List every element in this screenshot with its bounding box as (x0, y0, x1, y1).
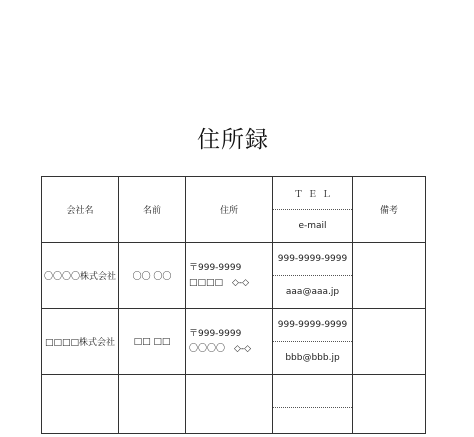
company-cell: 〇〇〇〇株式会社 (42, 243, 119, 309)
name-cell-empty (119, 375, 186, 434)
postal-code: 〒999-9999 (189, 262, 242, 273)
company-cell: □□□□株式会社 (42, 309, 119, 375)
table-header-row (42, 177, 426, 210)
notes-cell (353, 243, 426, 309)
header-tel (273, 177, 353, 210)
tel-cell: 999-9999-9999 (273, 309, 353, 342)
email-cell: bbb@bbb.jp (273, 342, 353, 375)
email-cell: aaa@aaa.jp (273, 276, 353, 309)
email-cell-empty (273, 408, 353, 434)
address-cell (186, 309, 273, 375)
table-row-empty (42, 375, 426, 408)
header-name: 名前 (119, 177, 186, 243)
address-cell (186, 243, 273, 309)
header-tel-label: ＴＥＬ (293, 189, 336, 200)
address-book-table (41, 176, 426, 434)
postal-code: 〒999-9999 (189, 328, 242, 339)
address-line: □□□□ ◇-◇ (189, 277, 250, 288)
page-title: 住所録 (197, 127, 269, 153)
header-email: e-mail (273, 210, 353, 243)
notes-cell-empty (353, 375, 426, 434)
name-cell: □□ □□ (119, 309, 186, 375)
address-line: 〇〇〇〇 ◇-◇ (189, 343, 252, 354)
address-cell-empty (186, 375, 273, 434)
name-cell: 〇〇 〇〇 (119, 243, 186, 309)
table-row (42, 309, 426, 342)
company-cell-empty (42, 375, 119, 434)
header-address: 住所 (186, 177, 273, 243)
tel-cell-empty (273, 375, 353, 408)
notes-cell (353, 309, 426, 375)
table-row (42, 243, 426, 276)
header-company: 会社名 (42, 177, 119, 243)
tel-cell: 999-9999-9999 (273, 243, 353, 276)
header-notes: 備考 (353, 177, 426, 243)
